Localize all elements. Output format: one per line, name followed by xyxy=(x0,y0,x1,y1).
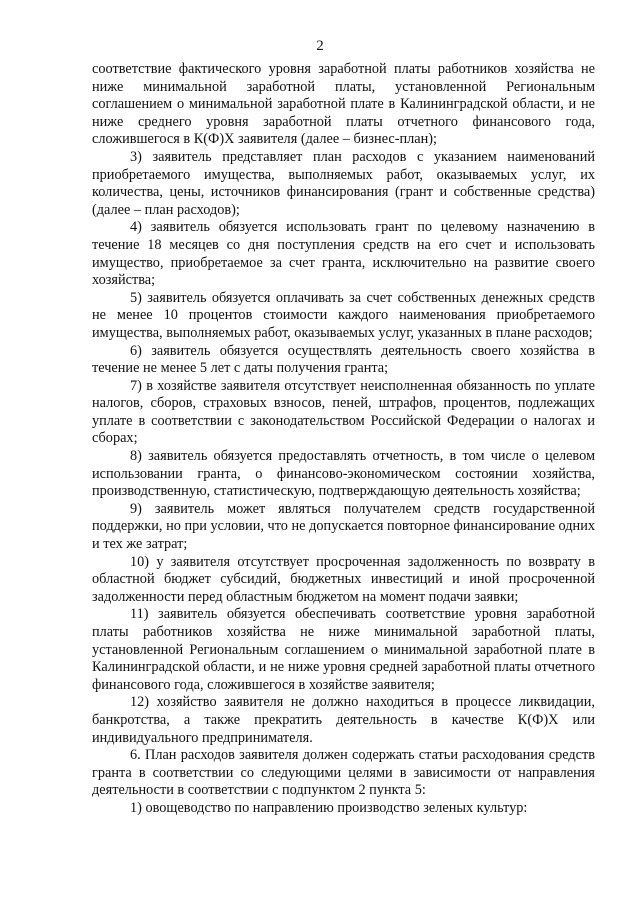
paragraph-item-8: 8) заявитель обязуется предоставлять отчетность, в том числе о целевом использовании гранта, о финансово-экономическом состоянии хозяйства, производственную, статистическую, подтверждающую деятельность хозяйства; xyxy=(92,448,595,500)
paragraph-item-12: 12) хозяйство заявителя не должно находиться в процессе ликвидации, банкротства, а также прекратить деятельность в качестве К(Ф)Х или индивидуального предпринимателя. xyxy=(92,694,595,746)
page-number: 2 xyxy=(316,38,324,54)
paragraph-item-6: 6) заявитель обязуется осуществлять деятельность своего хозяйства в течение не менее 5 лет с даты получения гранта; xyxy=(92,342,595,377)
document-body xyxy=(92,61,595,818)
paragraph-item-3: 3) заявитель представляет план расходов с указанием наименований приобретаемого имущества, выполняемых работ, оказываемых услуг, их количества, цены, источников финансирования (грант и собственные средства) (далее – план расходов); xyxy=(92,148,595,218)
paragraph-business-plan-continuation: соответствие фактического уровня заработной платы работников хозяйства не ниже минимальной заработной платы, установленной Региональным соглашением о минимальной заработной плате в Калининградской области, и не ниже среднего уровня заработной платы отчетного финансового года, сложившегося в К(Ф)Х заявителя (далее – бизнес-план); xyxy=(92,61,595,148)
paragraph-section-6: 6. План расходов заявителя должен содержать статьи расходования средств гранта в соответствии со следующими целями в зависимости от направления деятельности в соответствии с подпунктом 2 пункта 5: xyxy=(92,747,595,799)
paragraph-subitem-1: 1) овощеводство по направлению производство зеленых культур: xyxy=(130,799,528,816)
paragraph-item-4: 4) заявитель обязуется использовать грант по целевому назначению в течение 18 месяцев со дня поступления средств на его счет и использовать имущество, приобретаемое за счет гранта, исключительно на развитие своего хозяйства; xyxy=(92,219,595,289)
paragraph-item-7: 7) в хозяйстве заявителя отсутствует неисполненная обязанность по уплате налогов, сборов, страховых взносов, пеней, штрафов, процентов, подлежащих уплате в соответствии с законодательством Российской Федерации о налогах и сборах; xyxy=(92,377,595,447)
paragraph-item-11: 11) заявитель обязуется обеспечивать соответствие уровня заработной платы работников хозяйства не ниже минимальной заработной платы, установленной Региональным соглашением о минимальной заработной плате в Калининградской области, и не ниже уровня средней заработной платы отчетного финансового года, сложившегося в хозяйстве заявителя; xyxy=(92,606,595,693)
paragraph-item-9: 9) заявитель может являться получателем средств государственной поддержки, но при условии, что не допускается повторное финансирование одних и тех же затрат; xyxy=(92,500,595,553)
paragraph-item-5: 5) заявитель обязуется оплачивать за счет собственных денежных средств не менее 10 процентов стоимости каждого наименования приобретаемого имущества, выполняемых работ, оказываемых услуг, указанных в плане расходов; xyxy=(92,289,595,341)
paragraph-item-10: 10) у заявителя отсутствует просроченная задолженность по возврату в областной бюджет субсидий, бюджетных инвестиций и иной просроченной задолженности перед областным бюджетом на момент подачи заявки; xyxy=(92,553,595,605)
